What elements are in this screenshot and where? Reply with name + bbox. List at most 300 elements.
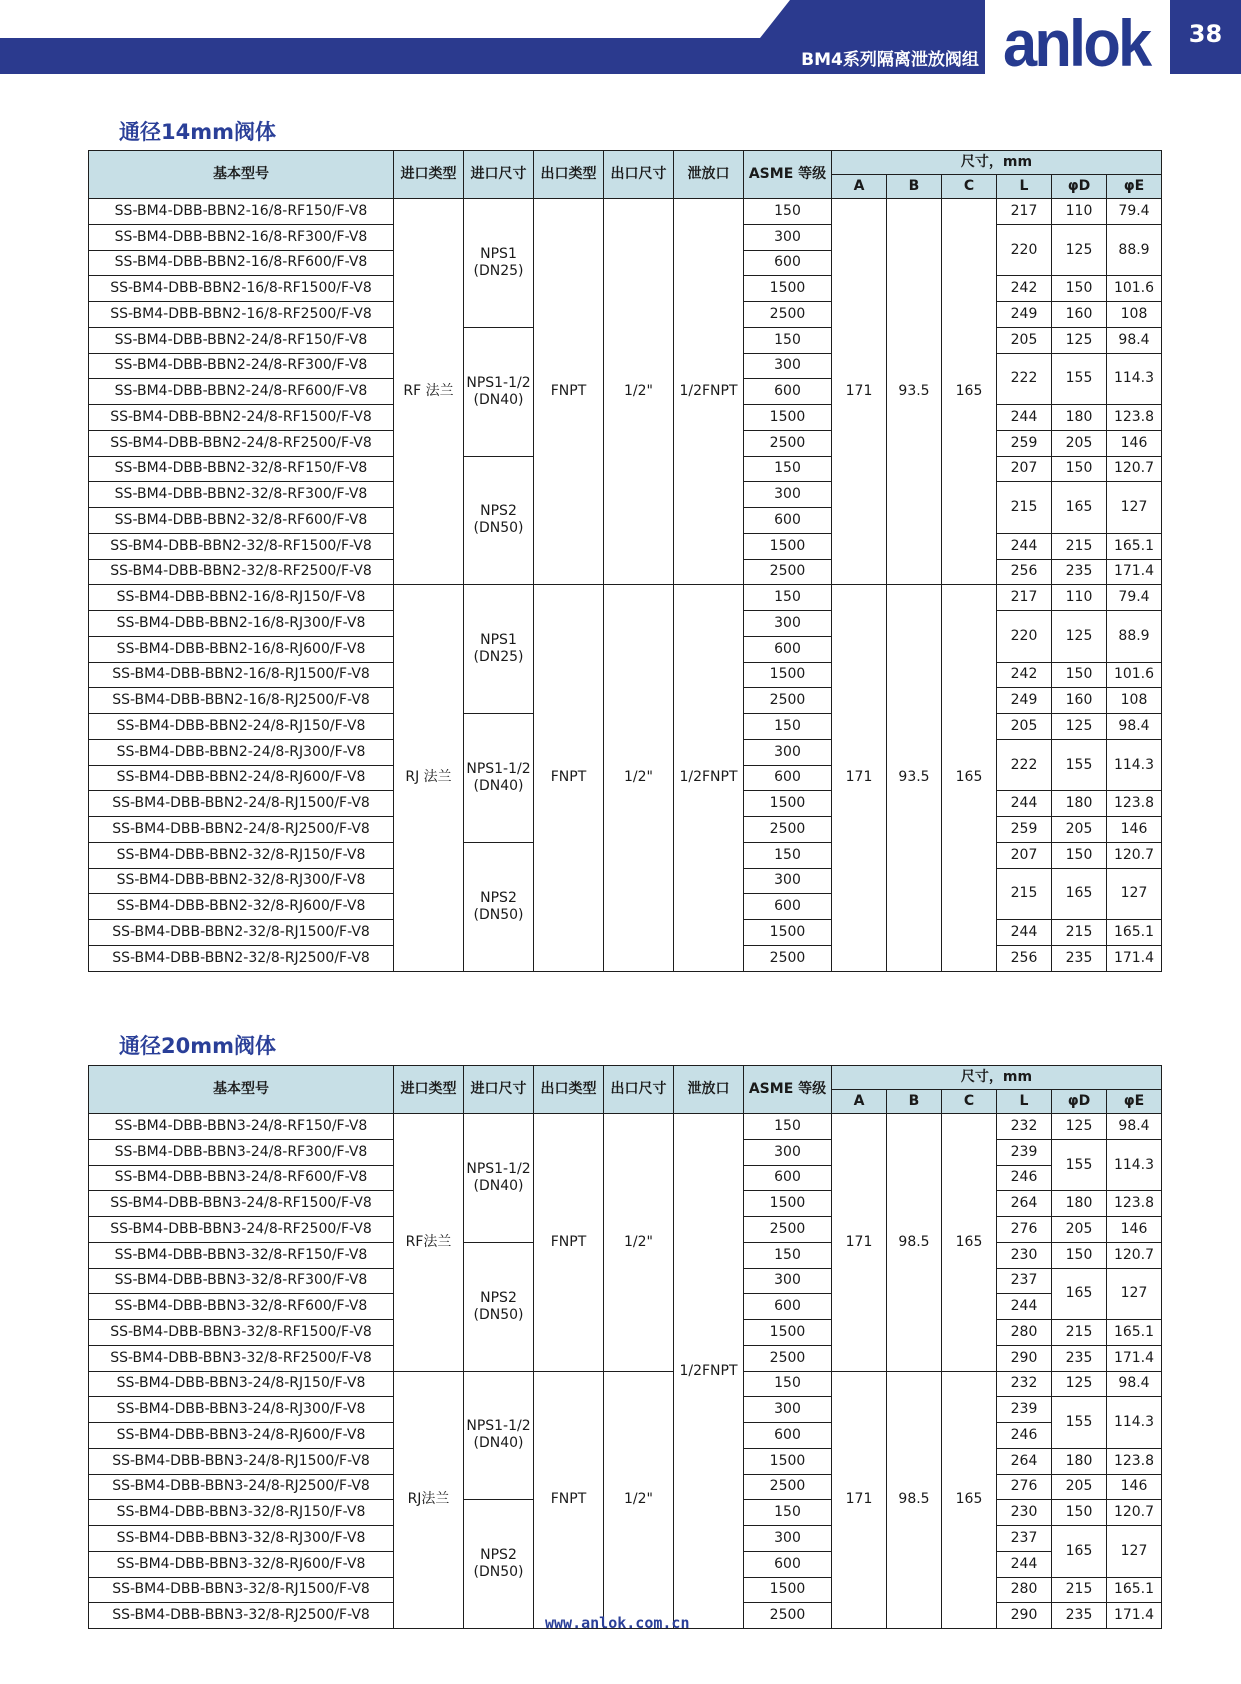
dim-e-cell: 171.4 [1107, 559, 1162, 585]
asme-cell: 2500 [744, 945, 832, 971]
dim-d-cell: 235 [1052, 1345, 1107, 1371]
dim-d-cell: 150 [1052, 1500, 1107, 1526]
dim-d-cell: 165 [1052, 1268, 1107, 1320]
model-cell: SS-BM4-DBB-BBN2-32/8-RF600/F-V8 [89, 508, 394, 534]
dim-l-cell: 276 [997, 1474, 1052, 1500]
inlet-size-cell: NPS1 (DN25) [464, 199, 534, 328]
model-cell: SS-BM4-DBB-BBN2-24/8-RJ300/F-V8 [89, 739, 394, 765]
dim-e-cell: 171.4 [1107, 945, 1162, 971]
vent-cell: 1/2FNPT [674, 199, 744, 585]
asme-cell: 1500 [744, 920, 832, 946]
header-inlet-size: 进口尺寸 [464, 1066, 534, 1114]
inlet-size-cell: NPS2 (DN50) [464, 1242, 534, 1371]
model-cell: SS-BM4-DBB-BBN2-32/8-RF300/F-V8 [89, 482, 394, 508]
model-cell: SS-BM4-DBB-BBN3-32/8-RF150/F-V8 [89, 1242, 394, 1268]
model-cell: SS-BM4-DBB-BBN3-32/8-RJ150/F-V8 [89, 1500, 394, 1526]
dim-e-cell: 98.4 [1107, 1114, 1162, 1140]
header-dim-col: B [887, 1090, 942, 1114]
model-cell: SS-BM4-DBB-BBN3-24/8-RJ150/F-V8 [89, 1371, 394, 1397]
model-cell: SS-BM4-DBB-BBN2-24/8-RF150/F-V8 [89, 327, 394, 353]
header-dim-col: A [832, 175, 887, 199]
dim-e-cell: 114.3 [1107, 353, 1162, 405]
model-cell: SS-BM4-DBB-BBN3-32/8-RJ1500/F-V8 [89, 1577, 394, 1603]
dim-l-cell: 244 [997, 920, 1052, 946]
dim-e-cell: 120.7 [1107, 456, 1162, 482]
dim-l-cell: 264 [997, 1191, 1052, 1217]
dim-d-cell: 150 [1052, 276, 1107, 302]
dim-l-cell: 237 [997, 1526, 1052, 1552]
dim-d-cell: 205 [1052, 817, 1107, 843]
asme-cell: 1500 [744, 1320, 832, 1346]
header-dimensions: 尺寸，mm [832, 151, 1162, 175]
asme-cell: 150 [744, 199, 832, 225]
dim-e-cell: 98.4 [1107, 1371, 1162, 1397]
header-outlet-size: 出口尺寸 [604, 1066, 674, 1114]
dim-d-cell: 160 [1052, 688, 1107, 714]
asme-cell: 300 [744, 353, 832, 379]
inlet-size-cell: NPS1-1/2 (DN40) [464, 1114, 534, 1243]
model-cell: SS-BM4-DBB-BBN2-16/8-RJ300/F-V8 [89, 611, 394, 637]
model-cell: SS-BM4-DBB-BBN3-24/8-RJ1500/F-V8 [89, 1448, 394, 1474]
model-cell: SS-BM4-DBB-BBN2-24/8-RJ150/F-V8 [89, 714, 394, 740]
dim-d-cell: 150 [1052, 456, 1107, 482]
model-cell: SS-BM4-DBB-BBN2-32/8-RJ600/F-V8 [89, 894, 394, 920]
dim-d-cell: 205 [1052, 1474, 1107, 1500]
dim-d-cell: 125 [1052, 1371, 1107, 1397]
asme-cell: 2500 [744, 1603, 832, 1629]
header-vent: 泄放口 [674, 1066, 744, 1114]
dim-e-cell: 79.4 [1107, 585, 1162, 611]
asme-cell: 600 [744, 636, 832, 662]
dim-e-cell: 88.9 [1107, 611, 1162, 663]
dim-l-cell: 230 [997, 1242, 1052, 1268]
asme-cell: 600 [744, 765, 832, 791]
dim-d-cell: 165 [1052, 1526, 1107, 1578]
header-outlet-type: 出口类型 [534, 1066, 604, 1114]
model-cell: SS-BM4-DBB-BBN3-32/8-RJ2500/F-V8 [89, 1603, 394, 1629]
inlet-type-cell: RJ 法兰 [394, 585, 464, 971]
dim-e-cell: 114.3 [1107, 1139, 1162, 1191]
dim-d-cell: 165 [1052, 868, 1107, 920]
asme-cell: 150 [744, 1371, 832, 1397]
dim-d-cell: 235 [1052, 1603, 1107, 1629]
dim-e-cell: 120.7 [1107, 1500, 1162, 1526]
model-cell: SS-BM4-DBB-BBN2-24/8-RF2500/F-V8 [89, 430, 394, 456]
header-dim-col: φE [1107, 175, 1162, 199]
header-dim-col: L [997, 175, 1052, 199]
outlet-size-cell: 1/2" [604, 199, 674, 585]
dim-l-cell: 242 [997, 662, 1052, 688]
asme-cell: 2500 [744, 688, 832, 714]
dim-e-cell: 98.4 [1107, 327, 1162, 353]
header-asme: ASME 等级 [744, 1066, 832, 1114]
asme-cell: 300 [744, 868, 832, 894]
asme-cell: 1500 [744, 1577, 832, 1603]
dim-l-cell: 222 [997, 739, 1052, 791]
asme-cell: 2500 [744, 1345, 832, 1371]
dim-l-cell: 207 [997, 842, 1052, 868]
dim-d-cell: 155 [1052, 353, 1107, 405]
dim-e-cell: 123.8 [1107, 1191, 1162, 1217]
model-cell: SS-BM4-DBB-BBN2-16/8-RJ150/F-V8 [89, 585, 394, 611]
inlet-size-cell: NPS2 (DN50) [464, 456, 534, 585]
model-cell: SS-BM4-DBB-BBN2-16/8-RF2500/F-V8 [89, 302, 394, 328]
dim-d-cell: 125 [1052, 224, 1107, 276]
model-cell: SS-BM4-DBB-BBN3-32/8-RF2500/F-V8 [89, 1345, 394, 1371]
dim-b-cell: 98.5 [887, 1114, 942, 1372]
outlet-size-cell: 1/2" [604, 1114, 674, 1372]
model-cell: SS-BM4-DBB-BBN3-24/8-RF2500/F-V8 [89, 1217, 394, 1243]
website-url[interactable]: www.anlok.com.cn [545, 1614, 690, 1632]
dim-d-cell: 180 [1052, 405, 1107, 431]
dim-e-cell: 108 [1107, 688, 1162, 714]
asme-cell: 600 [744, 1294, 832, 1320]
dim-d-cell: 235 [1052, 559, 1107, 585]
model-cell: SS-BM4-DBB-BBN3-32/8-RJ300/F-V8 [89, 1526, 394, 1552]
page-header [0, 0, 1241, 78]
dim-e-cell: 123.8 [1107, 1448, 1162, 1474]
asme-cell: 300 [744, 1139, 832, 1165]
dim-l-cell: 207 [997, 456, 1052, 482]
dim-e-cell: 127 [1107, 482, 1162, 534]
dim-l-cell: 239 [997, 1139, 1052, 1165]
dim-e-cell: 120.7 [1107, 1242, 1162, 1268]
dim-l-cell: 205 [997, 714, 1052, 740]
dim-e-cell: 146 [1107, 1474, 1162, 1500]
inlet-size-cell: NPS1 (DN25) [464, 585, 534, 714]
dim-d-cell: 125 [1052, 327, 1107, 353]
dim-c-cell: 165 [942, 199, 997, 585]
asme-cell: 600 [744, 894, 832, 920]
inlet-size-cell: NPS2 (DN50) [464, 842, 534, 971]
dim-d-cell: 180 [1052, 1191, 1107, 1217]
asme-cell: 2500 [744, 817, 832, 843]
model-cell: SS-BM4-DBB-BBN2-32/8-RJ150/F-V8 [89, 842, 394, 868]
dim-l-cell: 232 [997, 1114, 1052, 1140]
dim-d-cell: 180 [1052, 791, 1107, 817]
dim-d-cell: 150 [1052, 842, 1107, 868]
spec-table-20mm [88, 1065, 1162, 1629]
dim-e-cell: 146 [1107, 430, 1162, 456]
dim-d-cell: 125 [1052, 1114, 1107, 1140]
asme-cell: 600 [744, 250, 832, 276]
asme-cell: 300 [744, 1268, 832, 1294]
asme-cell: 2500 [744, 302, 832, 328]
model-cell: SS-BM4-DBB-BBN3-32/8-RF300/F-V8 [89, 1268, 394, 1294]
dim-l-cell: 220 [997, 611, 1052, 663]
asme-cell: 1500 [744, 662, 832, 688]
header-outlet-type: 出口类型 [534, 151, 604, 199]
asme-cell: 150 [744, 842, 832, 868]
dim-e-cell: 165.1 [1107, 920, 1162, 946]
asme-cell: 150 [744, 1242, 832, 1268]
dim-a-cell: 171 [832, 1114, 887, 1372]
dim-b-cell: 98.5 [887, 1371, 942, 1629]
dim-d-cell: 155 [1052, 739, 1107, 791]
dim-l-cell: 215 [997, 482, 1052, 534]
header-dim-col: C [942, 175, 997, 199]
asme-cell: 600 [744, 1423, 832, 1449]
header-asme: ASME 等级 [744, 151, 832, 199]
asme-cell: 300 [744, 1526, 832, 1552]
outlet-size-cell: 1/2" [604, 1371, 674, 1629]
dim-d-cell: 215 [1052, 920, 1107, 946]
dim-d-cell: 180 [1052, 1448, 1107, 1474]
inlet-type-cell: RJ法兰 [394, 1371, 464, 1629]
asme-cell: 1500 [744, 1448, 832, 1474]
outlet-type-cell: FNPT [534, 1114, 604, 1372]
asme-cell: 600 [744, 379, 832, 405]
dim-c-cell: 165 [942, 1114, 997, 1372]
model-cell: SS-BM4-DBB-BBN3-24/8-RJ600/F-V8 [89, 1423, 394, 1449]
asme-cell: 1500 [744, 533, 832, 559]
dim-e-cell: 171.4 [1107, 1603, 1162, 1629]
model-cell: SS-BM4-DBB-BBN3-32/8-RF1500/F-V8 [89, 1320, 394, 1346]
header-dim-col: φD [1052, 1090, 1107, 1114]
dim-l-cell: 244 [997, 1551, 1052, 1577]
dim-e-cell: 127 [1107, 1268, 1162, 1320]
dim-l-cell: 249 [997, 302, 1052, 328]
table-row [89, 1371, 1162, 1397]
dim-d-cell: 155 [1052, 1397, 1107, 1449]
dim-e-cell: 101.6 [1107, 662, 1162, 688]
model-cell: SS-BM4-DBB-BBN2-16/8-RJ600/F-V8 [89, 636, 394, 662]
dim-l-cell: 259 [997, 430, 1052, 456]
model-cell: SS-BM4-DBB-BBN3-32/8-RJ600/F-V8 [89, 1551, 394, 1577]
dim-d-cell: 165 [1052, 482, 1107, 534]
header-model: 基本型号 [89, 151, 394, 199]
dim-e-cell: 98.4 [1107, 714, 1162, 740]
table-row [89, 585, 1162, 611]
dim-e-cell: 120.7 [1107, 842, 1162, 868]
dim-l-cell: 264 [997, 1448, 1052, 1474]
page-number: 38 [1188, 20, 1223, 48]
vent-cell: 1/2FNPT [674, 585, 744, 971]
dim-l-cell: 217 [997, 199, 1052, 225]
dim-d-cell: 110 [1052, 199, 1107, 225]
dim-l-cell: 276 [997, 1217, 1052, 1243]
dim-l-cell: 256 [997, 559, 1052, 585]
asme-cell: 600 [744, 508, 832, 534]
dim-l-cell: 280 [997, 1320, 1052, 1346]
model-cell: SS-BM4-DBB-BBN3-24/8-RF300/F-V8 [89, 1139, 394, 1165]
model-cell: SS-BM4-DBB-BBN3-24/8-RF150/F-V8 [89, 1114, 394, 1140]
model-cell: SS-BM4-DBB-BBN2-16/8-RF600/F-V8 [89, 250, 394, 276]
model-cell: SS-BM4-DBB-BBN3-32/8-RF600/F-V8 [89, 1294, 394, 1320]
header-dimensions: 尺寸，mm [832, 1066, 1162, 1090]
inlet-size-cell: NPS2 (DN50) [464, 1500, 534, 1629]
dim-l-cell: 205 [997, 327, 1052, 353]
header-dim-col: A [832, 1090, 887, 1114]
dim-d-cell: 235 [1052, 945, 1107, 971]
outlet-size-cell: 1/2" [604, 585, 674, 971]
header-inlet-type: 进口类型 [394, 1066, 464, 1114]
dim-b-cell: 93.5 [887, 585, 942, 971]
dim-d-cell: 150 [1052, 1242, 1107, 1268]
model-cell: SS-BM4-DBB-BBN2-24/8-RF600/F-V8 [89, 379, 394, 405]
dim-e-cell: 165.1 [1107, 1320, 1162, 1346]
dim-d-cell: 205 [1052, 1217, 1107, 1243]
asme-cell: 150 [744, 327, 832, 353]
anlok-logo: anlok [1003, 6, 1150, 80]
header-dim-col: C [942, 1090, 997, 1114]
asme-cell: 2500 [744, 1217, 832, 1243]
dim-l-cell: 290 [997, 1603, 1052, 1629]
dim-l-cell: 249 [997, 688, 1052, 714]
asme-cell: 1500 [744, 405, 832, 431]
asme-cell: 600 [744, 1165, 832, 1191]
outlet-type-cell: FNPT [534, 199, 604, 585]
dim-l-cell: 244 [997, 405, 1052, 431]
vent-cell: 1/2FNPT [674, 1114, 744, 1629]
dim-l-cell: 280 [997, 1577, 1052, 1603]
inlet-type-cell: RF法兰 [394, 1114, 464, 1372]
dim-a-cell: 171 [832, 1371, 887, 1629]
asme-cell: 300 [744, 739, 832, 765]
table-row [89, 1114, 1162, 1140]
model-cell: SS-BM4-DBB-BBN2-16/8-RF1500/F-V8 [89, 276, 394, 302]
model-cell: SS-BM4-DBB-BBN3-24/8-RJ2500/F-V8 [89, 1474, 394, 1500]
model-cell: SS-BM4-DBB-BBN2-24/8-RJ600/F-V8 [89, 765, 394, 791]
model-cell: SS-BM4-DBB-BBN3-24/8-RJ300/F-V8 [89, 1397, 394, 1423]
model-cell: SS-BM4-DBB-BBN2-16/8-RF150/F-V8 [89, 199, 394, 225]
dim-d-cell: 215 [1052, 1577, 1107, 1603]
model-cell: SS-BM4-DBB-BBN2-16/8-RF300/F-V8 [89, 224, 394, 250]
dim-a-cell: 171 [832, 585, 887, 971]
dim-e-cell: 127 [1107, 868, 1162, 920]
dim-d-cell: 110 [1052, 585, 1107, 611]
dim-e-cell: 123.8 [1107, 791, 1162, 817]
dim-d-cell: 155 [1052, 1139, 1107, 1191]
dim-d-cell: 150 [1052, 662, 1107, 688]
dim-l-cell: 290 [997, 1345, 1052, 1371]
header-inlet-type: 进口类型 [394, 151, 464, 199]
header-dim-col: L [997, 1090, 1052, 1114]
dim-e-cell: 146 [1107, 1217, 1162, 1243]
header-dim-col: φE [1107, 1090, 1162, 1114]
dim-d-cell: 160 [1052, 302, 1107, 328]
model-cell: SS-BM4-DBB-BBN2-16/8-RJ2500/F-V8 [89, 688, 394, 714]
dim-e-cell: 88.9 [1107, 224, 1162, 276]
asme-cell: 1500 [744, 791, 832, 817]
model-cell: SS-BM4-DBB-BBN2-24/8-RJ1500/F-V8 [89, 791, 394, 817]
dim-l-cell: 244 [997, 791, 1052, 817]
asme-cell: 150 [744, 585, 832, 611]
model-cell: SS-BM4-DBB-BBN2-24/8-RJ2500/F-V8 [89, 817, 394, 843]
header-dim-col: φD [1052, 175, 1107, 199]
model-cell: SS-BM4-DBB-BBN2-32/8-RF2500/F-V8 [89, 559, 394, 585]
model-cell: SS-BM4-DBB-BBN2-32/8-RF1500/F-V8 [89, 533, 394, 559]
asme-cell: 300 [744, 1397, 832, 1423]
model-cell: SS-BM4-DBB-BBN2-32/8-RJ300/F-V8 [89, 868, 394, 894]
dim-d-cell: 125 [1052, 611, 1107, 663]
dim-l-cell: 230 [997, 1500, 1052, 1526]
dim-e-cell: 146 [1107, 817, 1162, 843]
model-cell: SS-BM4-DBB-BBN3-24/8-RF600/F-V8 [89, 1165, 394, 1191]
dim-d-cell: 125 [1052, 714, 1107, 740]
dim-l-cell: 220 [997, 224, 1052, 276]
asme-cell: 300 [744, 224, 832, 250]
dim-l-cell: 242 [997, 276, 1052, 302]
asme-cell: 1500 [744, 1191, 832, 1217]
dim-e-cell: 114.3 [1107, 1397, 1162, 1449]
dim-c-cell: 165 [942, 1371, 997, 1629]
section-title-20mm: 通径20mm阀体 [119, 1034, 276, 1058]
dim-l-cell: 244 [997, 1294, 1052, 1320]
asme-cell: 150 [744, 1114, 832, 1140]
model-cell: SS-BM4-DBB-BBN2-24/8-RF1500/F-V8 [89, 405, 394, 431]
dim-l-cell: 246 [997, 1423, 1052, 1449]
dim-b-cell: 93.5 [887, 199, 942, 585]
header-vent: 泄放口 [674, 151, 744, 199]
inlet-type-cell: RF 法兰 [394, 199, 464, 585]
dim-e-cell: 165.1 [1107, 1577, 1162, 1603]
asme-cell: 600 [744, 1551, 832, 1577]
dim-l-cell: 239 [997, 1397, 1052, 1423]
dim-l-cell: 256 [997, 945, 1052, 971]
dim-l-cell: 217 [997, 585, 1052, 611]
asme-cell: 2500 [744, 559, 832, 585]
dim-e-cell: 123.8 [1107, 405, 1162, 431]
dim-d-cell: 215 [1052, 533, 1107, 559]
spec-table-14mm [88, 150, 1162, 972]
dim-d-cell: 215 [1052, 1320, 1107, 1346]
section-title-14mm: 通径14mm阀体 [119, 120, 276, 144]
dim-l-cell: 259 [997, 817, 1052, 843]
dim-l-cell: 244 [997, 533, 1052, 559]
asme-cell: 300 [744, 611, 832, 637]
model-cell: SS-BM4-DBB-BBN2-32/8-RF150/F-V8 [89, 456, 394, 482]
asme-cell: 2500 [744, 430, 832, 456]
dim-e-cell: 108 [1107, 302, 1162, 328]
asme-cell: 150 [744, 456, 832, 482]
outlet-type-cell: FNPT [534, 1371, 604, 1629]
asme-cell: 300 [744, 482, 832, 508]
asme-cell: 150 [744, 1500, 832, 1526]
table-row [89, 199, 1162, 225]
asme-cell: 1500 [744, 276, 832, 302]
dim-e-cell: 127 [1107, 1526, 1162, 1578]
dim-e-cell: 101.6 [1107, 276, 1162, 302]
dim-l-cell: 246 [997, 1165, 1052, 1191]
header-inlet-size: 进口尺寸 [464, 151, 534, 199]
model-cell: SS-BM4-DBB-BBN2-16/8-RJ1500/F-V8 [89, 662, 394, 688]
dim-e-cell: 171.4 [1107, 1345, 1162, 1371]
header-outlet-size: 出口尺寸 [604, 151, 674, 199]
dim-a-cell: 171 [832, 199, 887, 585]
dim-l-cell: 237 [997, 1268, 1052, 1294]
model-cell: SS-BM4-DBB-BBN2-32/8-RJ2500/F-V8 [89, 945, 394, 971]
asme-cell: 2500 [744, 1474, 832, 1500]
outlet-type-cell: FNPT [534, 585, 604, 971]
dim-d-cell: 205 [1052, 430, 1107, 456]
header-dim-col: B [887, 175, 942, 199]
dim-l-cell: 215 [997, 868, 1052, 920]
dim-c-cell: 165 [942, 585, 997, 971]
dim-l-cell: 232 [997, 1371, 1052, 1397]
dim-l-cell: 222 [997, 353, 1052, 405]
model-cell: SS-BM4-DBB-BBN2-24/8-RF300/F-V8 [89, 353, 394, 379]
series-title: BM4系列隔离泄放阀组 [801, 50, 979, 70]
dim-e-cell: 79.4 [1107, 199, 1162, 225]
dim-e-cell: 114.3 [1107, 739, 1162, 791]
inlet-size-cell: NPS1-1/2 (DN40) [464, 714, 534, 843]
model-cell: SS-BM4-DBB-BBN3-24/8-RF1500/F-V8 [89, 1191, 394, 1217]
inlet-size-cell: NPS1-1/2 (DN40) [464, 327, 534, 456]
model-cell: SS-BM4-DBB-BBN2-32/8-RJ1500/F-V8 [89, 920, 394, 946]
inlet-size-cell: NPS1-1/2 (DN40) [464, 1371, 534, 1500]
header-model: 基本型号 [89, 1066, 394, 1114]
